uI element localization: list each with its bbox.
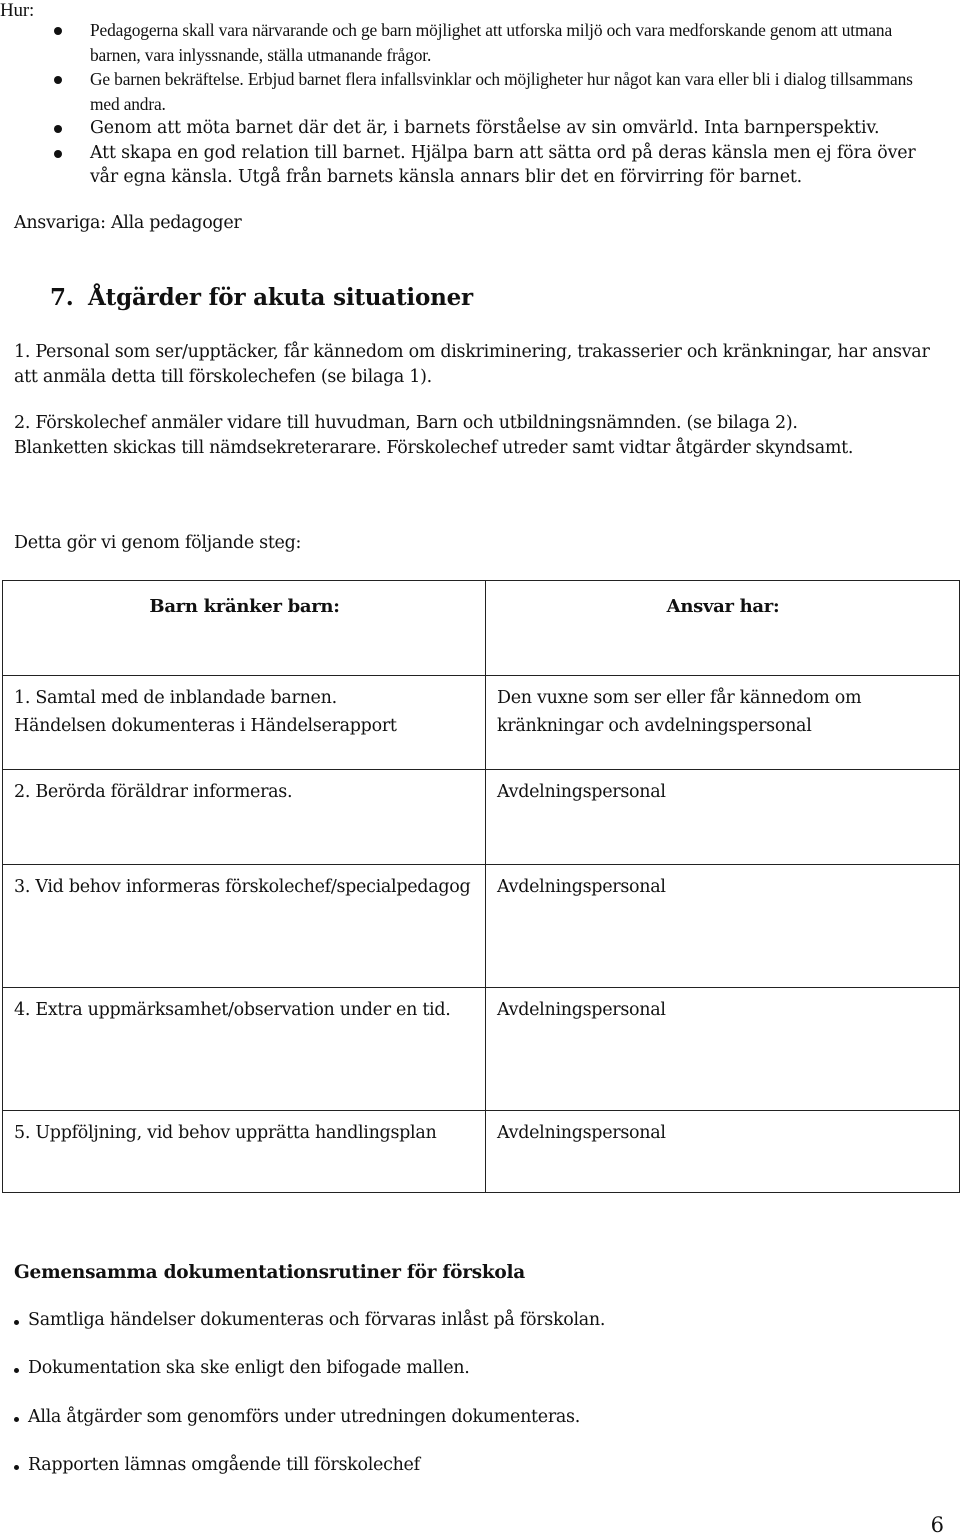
table-cell-responsible: Avdelningspersonal bbox=[486, 1111, 960, 1193]
bullet-icon bbox=[14, 1320, 19, 1325]
list-item-text: Dokumentation ska ske enligt den bifogade mallen. bbox=[28, 1358, 470, 1379]
table-header-cell: Ansvar har: bbox=[486, 581, 960, 676]
list-item bbox=[14, 1310, 914, 1358]
table-cell-responsible: Avdelningspersonal bbox=[486, 770, 960, 865]
table-cell-responsible: Den vuxne som ser eller får kännedom om kränkningar och avdelningspersonal bbox=[486, 676, 960, 770]
bullet-icon bbox=[54, 27, 62, 35]
bullet-icon bbox=[54, 150, 62, 158]
section-number: 7. bbox=[50, 284, 74, 311]
hur-bullet-list bbox=[0, 18, 940, 190]
table-cell-step: 3. Vid behov informeras förskolechef/specialpedagog bbox=[3, 865, 486, 988]
table-row bbox=[3, 1111, 960, 1193]
list-item-text: Rapporten lämnas omgående till förskolechef bbox=[28, 1454, 420, 1475]
responsible-line: Ansvariga: Alla pedagoger bbox=[14, 213, 242, 233]
documentation-heading: Gemensamma dokumentationsrutiner för förskola bbox=[14, 1262, 526, 1283]
list-item-text: Att skapa en god relation till barnet. Hjälpa barn att sätta ord på deras känsla men ej föra över vår egna känsla. Utgå från barnets känsla annars blir det en förvirring för barnet. bbox=[90, 142, 916, 187]
list-item-text: Samtliga händelser dokumenteras och förvaras inlåst på förskolan. bbox=[28, 1310, 606, 1330]
bullet-icon bbox=[54, 125, 62, 133]
table-row bbox=[3, 865, 960, 988]
table-cell-step: 2. Berörda föräldrar informeras. bbox=[3, 770, 486, 865]
table-header-cell: Barn kränker barn: bbox=[3, 581, 486, 676]
list-item bbox=[0, 116, 940, 141]
list-item-text: Genom att möta barnet där det är, i barnets förståelse av sin omvärld. Inta barnperspektiv. bbox=[90, 118, 880, 138]
bullet-icon bbox=[14, 1465, 19, 1470]
section-title: Åtgärder för akuta situationer bbox=[88, 284, 473, 311]
paragraph-report: 1. Personal som ser/upptäcker, får kännedom om diskriminering, trakasserier och kränkningar, har ansvar att anmäla detta till förskolechefen (se bilaga 1). bbox=[14, 342, 930, 387]
steps-table bbox=[2, 580, 960, 1193]
paragraph-line: Blanketten skickas till nämdsekreterarare. Förskolechef utreder samt vidtar åtgärder skyndsamt. bbox=[14, 437, 854, 458]
list-item-text: Ge barnen bekräftelse. Erbjud barnet flera infallsvinklar och möjligheter hur något kan vara eller bli i dialog tillsammans med andra. bbox=[90, 69, 913, 114]
section-heading bbox=[50, 284, 473, 311]
table-row bbox=[3, 988, 960, 1111]
list-item bbox=[0, 67, 940, 116]
bullet-icon bbox=[14, 1368, 19, 1373]
table-cell-step: 4. Extra uppmärksamhet/observation under en tid. bbox=[3, 988, 486, 1111]
table-header-row bbox=[3, 581, 960, 676]
paragraph-escalation bbox=[14, 411, 954, 460]
list-item bbox=[14, 1358, 914, 1406]
list-item-text: Pedagogerna skall vara närvarande och ge barn möjlighet att utforska miljö och vara medforskande genom att utmana barnen, vara inlyssnande, ställa utmanande frågor. bbox=[90, 20, 893, 65]
list-item bbox=[14, 1455, 914, 1503]
list-item bbox=[0, 18, 940, 67]
table-row bbox=[3, 676, 960, 770]
bullet-icon bbox=[14, 1417, 19, 1422]
table-cell-responsible: Avdelningspersonal bbox=[486, 865, 960, 988]
list-item bbox=[14, 1407, 914, 1455]
table-cell-step: 5. Uppföljning, vid behov upprätta handlingsplan bbox=[3, 1111, 486, 1193]
list-item bbox=[0, 141, 940, 190]
bullet-icon bbox=[54, 76, 62, 84]
hur-label: Hur: bbox=[0, 0, 35, 21]
list-item-text: Alla åtgärder som genomförs under utredningen dokumenteras. bbox=[28, 1406, 580, 1427]
table-cell-step: 1. Samtal med de inblandade barnen. Händelsen dokumenteras i Händelserapport bbox=[3, 676, 486, 770]
documentation-list bbox=[14, 1310, 914, 1503]
page-number: 6 bbox=[930, 1513, 944, 1537]
steps-intro: Detta gör vi genom följande steg: bbox=[14, 533, 302, 553]
table-cell-responsible: Avdelningspersonal bbox=[486, 988, 960, 1111]
table-row bbox=[3, 770, 960, 865]
paragraph-line: 2. Förskolechef anmäler vidare till huvudman, Barn och utbildningsnämnden. (se bilaga 2). bbox=[14, 413, 798, 433]
